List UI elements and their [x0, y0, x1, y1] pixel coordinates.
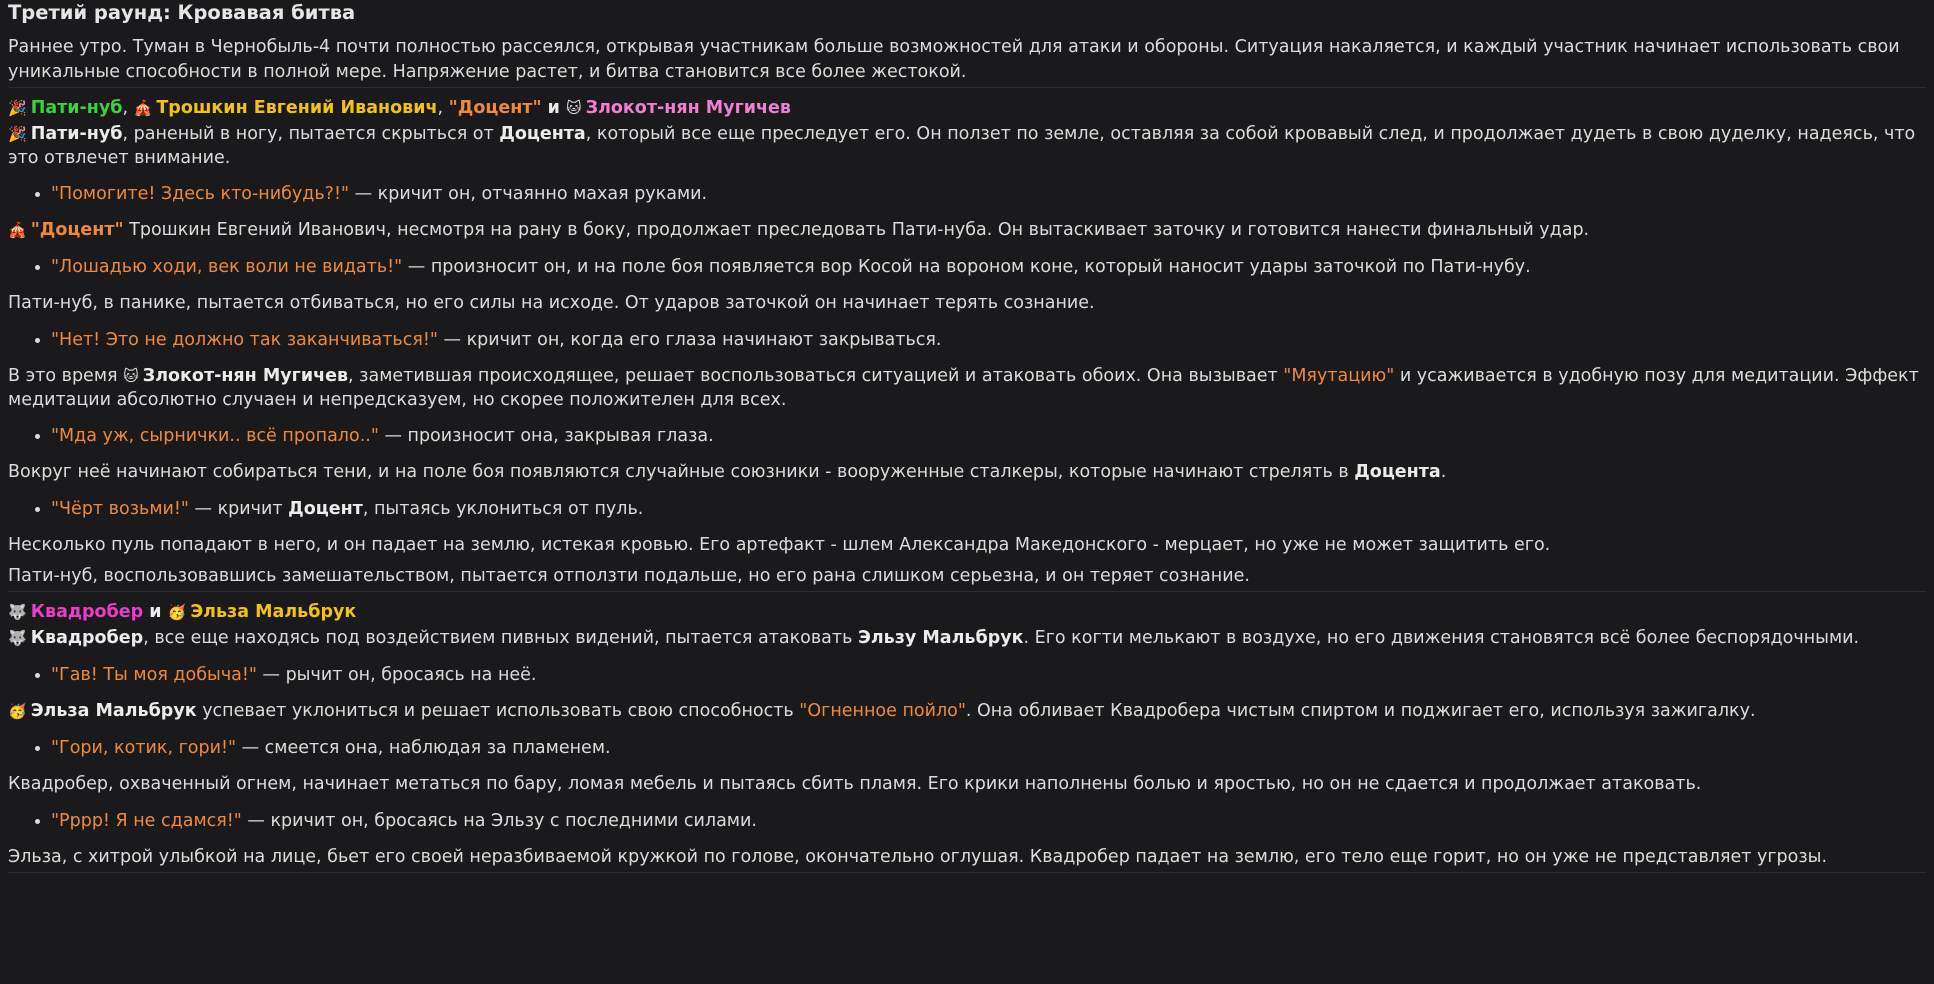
name-zlokot: Злокот-нян Мугичев	[585, 98, 791, 118]
name-elsa: Эльза Мальбрук	[190, 602, 357, 622]
quote-item: "Чёрт возьми!" — кричит Доцент, пытаясь уклониться от пуль.	[8, 497, 1926, 521]
section1-header: 🎉 Пати-нуб, 🎪 Трошкин Евгений Иванович, "Доцент" и 🐱 Злокот-нян Мугичев	[8, 98, 791, 118]
quote-list	[8, 255, 1926, 279]
quote-list	[8, 328, 1926, 352]
wolf-face-icon: 🐺	[8, 603, 27, 621]
intro-paragraph: Раннее утро. Туман в Чернобыль-4 почти полностью рассеялся, открывая участникам больше возможностей для атаки и обороны. Ситуация накаляется, и каждый участник начинает использовать свои уникальные способности в полной мере. Напряжение растет, и битва становится все более жестокой.	[8, 37, 1900, 82]
quote-list	[8, 182, 1926, 206]
quote-list	[8, 736, 1926, 760]
party-popper-icon: 🎉	[8, 125, 27, 143]
quote-list	[8, 424, 1926, 448]
quote-item: "Мда уж, сырнички.. всё пропало.." — произносит она, закрывая глаза.	[8, 424, 1926, 448]
story-paragraph: 🎉 Пати-нуб, раненый в ногу, пытается скрыться от Доцента, который все еще преследует его. Он ползет по земле, оставляя за собой кровавый след, и продолжает дудеть в свою дуделку, надеясь, что это отвлечет внимание.	[8, 124, 1916, 168]
wolf-face-icon: 🐺	[8, 629, 27, 647]
name-troshkin: Трошкин Евгений Иванович	[156, 98, 438, 118]
quote-item: "Гав! Ты моя добыча!" — рычит он, бросаясь на неё.	[8, 663, 1926, 687]
divider	[8, 87, 1926, 88]
story-paragraph: Вокруг неё начинают собираться тени, и на поле боя появляются случайные союзники - вооруженные сталкеры, которые начинают стрелять в Доцента.	[8, 462, 1447, 482]
party-face-icon: 🥳	[167, 603, 187, 621]
section2-header: 🐺 Квадробер и 🥳 Эльза Мальбрук	[8, 602, 357, 622]
name-kvadrober: Квадробер	[30, 602, 144, 622]
round-title: Третий раунд: Кровавая битва	[8, 1, 356, 24]
story-paragraph: Пати-нуб, в панике, пытается отбиваться, но его силы на исходе. От ударов заточкой он начинает терять сознание.	[8, 293, 1095, 313]
divider	[8, 591, 1926, 592]
name-docent: "Доцент"	[448, 98, 542, 118]
name-pati-nub: Пати-нуб	[30, 98, 123, 118]
story-paragraph: 🥳 Эльза Мальбрук успевает уклониться и решает использовать свою способность "Огненное пойло". Она обливает Квадробера чистым спиртом и поджигает его, используя зажигалку.	[8, 701, 1756, 721]
quote-item: "Нет! Это не должно так заканчиваться!" — кричит он, когда его глаза начинают закрываться.	[8, 328, 1926, 352]
divider	[8, 872, 1926, 873]
story-paragraph: 🐺 Квадробер, все еще находясь под воздействием пивных видений, пытается атаковать Эльзу Мальбрук. Его когти мелькают в воздухе, но его движения становятся всё более беспорядочными.	[8, 628, 1860, 648]
quote-item: "Лошадью ходи, век воли не видать!" — произносит он, и на поле боя появляется вор Косой на вороном коне, который наносит удары заточкой по Пати-нубу.	[8, 255, 1926, 279]
story-paragraph: Квадробер, охваченный огнем, начинает метаться по бару, ломая мебель и пытаясь сбить пламя. Его крики наполнены болью и яростью, но он не сдается и продолжает атаковать.	[8, 774, 1702, 794]
party-popper-icon: 🎉	[8, 99, 27, 117]
quote-list	[8, 663, 1926, 687]
story-paragraph: Пати-нуб, воспользовавшись замешательством, пытается отползти подальше, но его рана слишком серьезна, и он теряет сознание.	[8, 566, 1250, 586]
quote-item: "Помогите! Здесь кто-нибудь?!" — кричит он, отчаянно махая руками.	[8, 182, 1926, 206]
cat-face-icon: 🐱	[566, 99, 582, 117]
story-paragraph: Несколько пуль попадают в него, и он падает на землю, истекая кровью. Его артефакт - шлем Александра Македонского - мерцает, но уже не может защитить его.	[8, 535, 1551, 555]
quote-item: "Рррр! Я не сдамся!" — кричит он, бросаясь на Эльзу с последними силами.	[8, 809, 1926, 833]
quote-item: "Гори, котик, гори!" — смеется она, наблюдая за пламенем.	[8, 736, 1926, 760]
quote-list	[8, 809, 1926, 833]
party-face-icon: 🥳	[8, 702, 27, 720]
story-paragraph: 🎪 "Доцент" Трошкин Евгений Иванович, несмотря на рану в боку, продолжает преследовать Пати-нуба. Он вытаскивает заточку и готовится нанести финальный удар.	[8, 220, 1590, 240]
story-paragraph: Эльза, с хитрой улыбкой на лице, бьет его своей неразбиваемой кружкой по голове, окончательно оглушая. Квадробер падает на землю, его тело еще горит, но он уже не представляет угрозы.	[8, 847, 1828, 867]
quote-list	[8, 497, 1926, 521]
cat-face-icon: 🐱	[123, 367, 139, 385]
story-paragraph: В это время 🐱 Злокот-нян Мугичев, заметившая происходящее, решает воспользоваться ситуацией и атаковать обоих. Она вызывает "Мяутацию" и усаживается в удобную позу для медитации. Эффект медитации абсолютно случаен и непредсказуем, но скорее положителен для всех.	[8, 366, 1919, 410]
circus-tent-icon: 🎪	[133, 99, 153, 117]
circus-tent-icon: 🎪	[8, 221, 27, 239]
